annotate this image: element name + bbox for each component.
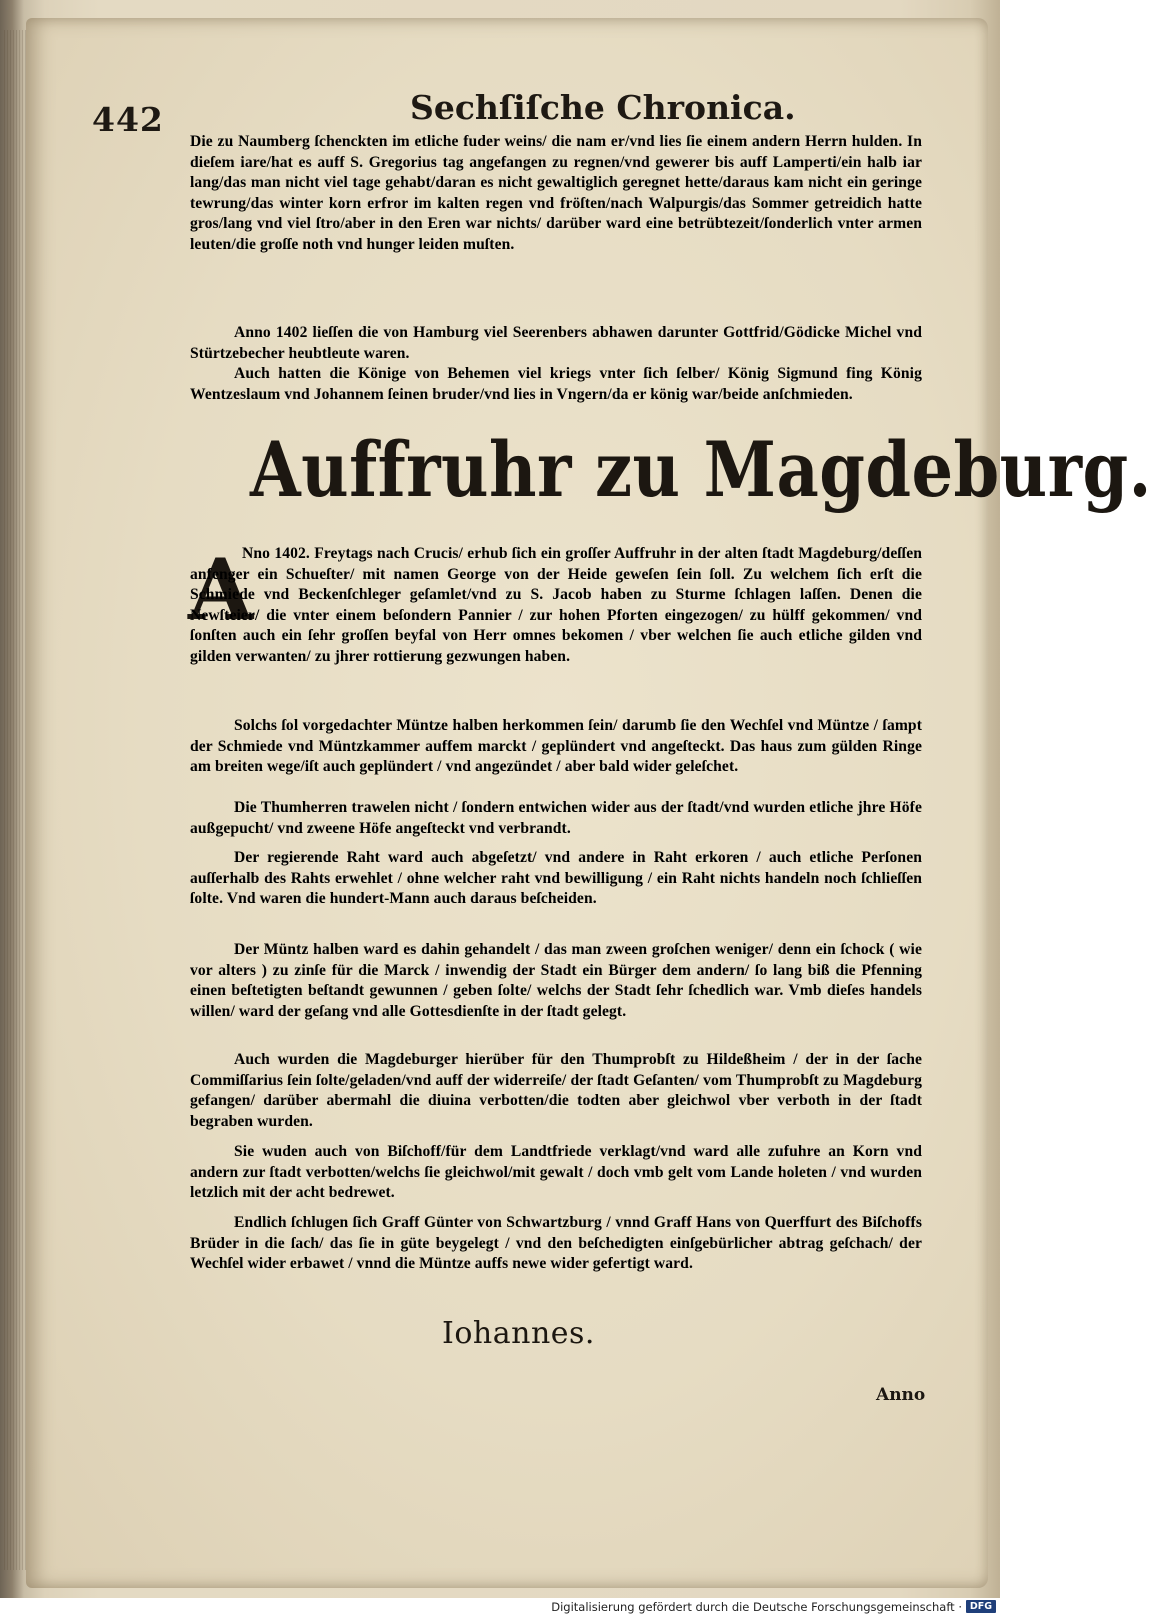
paragraph-thumherren: Die Thumherren trawelen nicht / ſondern entwichen wider aus der ſtadt/vnd wurden etliche jhre Höfe außgepucht/ vnd zweene Höfe angeſteckt vnd verbrandt. [190, 799, 922, 837]
paragraph-muentze: Solchs ſol vorgedachter Müntze halben herkommen ſein/ darumb ſie den Wechſel vnd Müntze / ſampt der Schmiede vnd Müntzkammer auffem marckt / geplündert vnd angeſteckt. Das haus zum gülden Ringe am breiten wege/iſt auch geplündert / vnd angezündet / aber bald wider geleſchet. [190, 717, 922, 776]
section-title: Auffruhr zu Magdeburg. [250, 425, 1152, 514]
drop-initial: A [188, 540, 254, 639]
next-section-heading: Iohannes. [442, 1316, 595, 1351]
paragraph-bischoff: Sie wuden auch von Biſchoff/für dem Landtfriede verklagt/vnd ward alle zufuhre an Korn vnd andern zur ſtadt verbotten/welchs ſie gleichwol/mit gewalt / doch vmb gelt vom Lande holeten / vnd wurden letzlich mit der acht bedrewet. [190, 1143, 922, 1202]
paragraph-raht: Der regierende Raht ward auch abgeſetzt/ vnd andere in Raht erkoren / auch etliche Perſonen auſſerhalb des Rahts erwehlet / ohne welcher raht vnd bewilligung / ein Raht nichts handeln noch ſchlieſſen ſolte. Vnd waren die hundert-Mann auch daraus beſcheiden. [190, 849, 922, 908]
paragraph-naumberg: Die zu Naumberg ſchenckten im etliche fuder weins/ die nam er/vnd lies ſie einem andern Herrn hulden. In dieſem iare/hat es auff S. Gregorius tag angefangen zu regnen/vnd gewerer bis auff Lamperti/ein halb iar lang/das man nicht viel tage gehabt/daran es nicht gewaltiglich geregnet hette/daraus kam nicht ein geringe tewrung/das winter korn erfror im kalten regen vnd fröſten/nach Walpurgis/das Sommer getreidich hatte gros/lang vnd viel ſtro/aber in den Eren war nichts/ darüber ward eine betrübtezeit/ſonderlich vnter armen leuten/die groſſe noth vnd hunger leiden muſten. [190, 133, 922, 253]
paragraph-aufruhr: Nno 1402. Freytags nach Crucis/ erhub ſich ein groſſer Auffruhr in der alten ſtadt Magdeburg/deſſen anfenger ein Schueſter/ mit namen George von der Heide geweſen ſein ſoll. Zu welchem ſich erſt die Schmiede vnd Beckenſchleger geſamlet/vnd zu S. Jacob haben zu Sturme ſchlagen laſſen. Denen die Newſteier/ die vnter einem beſondern Pannier / zur hohen Pforten eingezogen/ zu hülff gekommen/ vnd ſonſten auch ein ſehr groſſen beyfal von Herr omnes bekomen / vber welchen ſie auch etliche gilden vnd gilden verwanten/ zu jhrer rottierung gezwungen haben. [190, 545, 922, 665]
running-title: Sechſiſche Chronica. [410, 88, 796, 127]
catchword: Anno [876, 1385, 926, 1405]
paragraph-thumprobst: Auch wurden die Magdeburger hierüber für den Thumprobſt zu Hildeßheim / der in der ſache Commiſſarius ſein ſolte/geladen/vnd auff der widerreiſe/ der ſtadt Geſanten/ vom Thumprobſt zu Magdeburg gefangen/ darüber abermahl die diuina verbotten/die todten aber gleichwol vber verboth in der ſtadt begraben wurden. [190, 1051, 922, 1130]
paragraph-endlich: Endlich ſchlugen ſich Graff Günter von Schwartzburg / vnnd Graff Hans von Querffurt des Biſchoffs Brüder in die ſach/ das ſie in güte beygelegt / vnd den beſchedigten einſgebürlicher abtrag geſchach/ der Wechſel wider erbawet / vnnd die Müntze auffs newe wider gefertigt ward. [190, 1214, 922, 1273]
dfg-logo: DFG [966, 1600, 996, 1613]
page-number: 442 [92, 100, 164, 139]
page-edges [4, 30, 26, 1570]
footer-credit: Digitalisierung gefördert durch die Deutsche Forschungsgemeinschaft · [551, 1600, 962, 1614]
paragraph-muentz-handel: Der Müntz halben ward es dahin gehandelt / das man zween groſchen weniger/ denn ein ſchock ( wie vor alters ) zu zinſe für die Marck / inwendig der Stadt ein Bürger dem andern/ ſo lang biß die Pfenning einen beſtetigten beſtandt gewunnen / geben ſolte/ welchs der Stadt ſehr ſchedlich war. Vmb dieſes handels willen/ ward der geſang vnd alle Gottesdienſte in der ſtadt gelegt. [190, 941, 922, 1020]
paragraph-hamburg: Anno 1402 lieſſen die von Hamburg viel Seerenbers abhawen darunter Gottfrid/Gödicke Michel vnd Stürtzebecher heubtleute waren. [190, 324, 922, 362]
footer-bar [0, 1598, 1000, 1617]
paragraph-behemen: Auch hatten die Könige von Behemen viel kriegs vnter ſich ſelber/ König Sigmund fing König Wentzeslaum vnd Johannem ſeinen bruder/vnd lies in Vngern/da er könig war/beide anſchmieden. [190, 365, 922, 403]
